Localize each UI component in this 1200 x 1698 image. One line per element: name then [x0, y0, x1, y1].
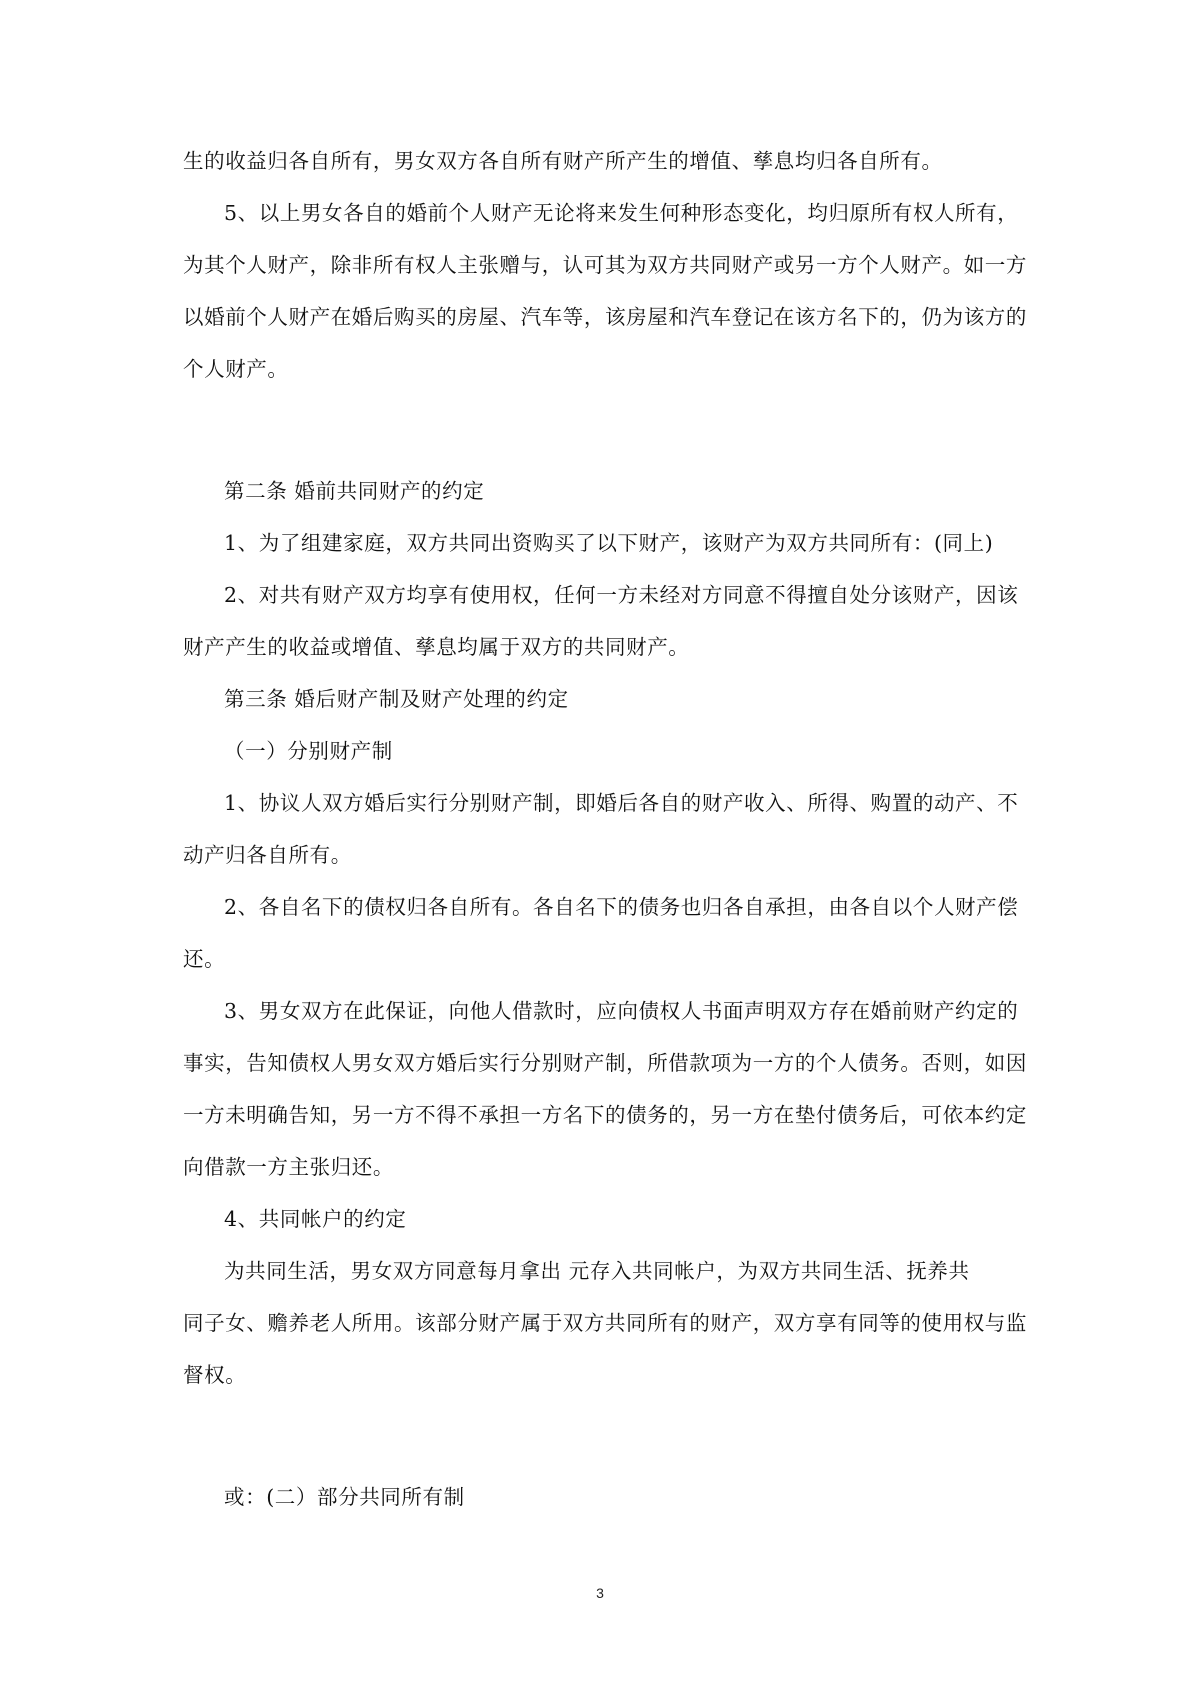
text-line: 以婚前个人财产在婚后购买的房屋、汽车等，该房屋和汽车登记在该方名下的，仍为该方的 [183, 305, 1027, 329]
text-line: 2、各自名下的债权归各自所有。各自名下的债务也归各自承担，由各自以个人财产偿 [224, 895, 1019, 919]
text-line: 动产归各自所有。 [183, 843, 352, 867]
text-line: 4、共同帐户的约定 [224, 1207, 407, 1231]
text-line: 生的收益归各自所有，男女双方各自所有财产所产生的增值、孳息均归各自所有。 [183, 149, 943, 173]
subsection-heading: 或：(二）部分共同所有制 [224, 1485, 465, 1509]
text-line: 督权。 [183, 1363, 247, 1387]
text-line: 还。 [183, 947, 226, 971]
text-line: 个人财产。 [183, 357, 289, 381]
page-number: 3 [596, 1585, 604, 1601]
text-line: 财产产生的收益或增值、孳息均属于双方的共同财产。 [183, 635, 690, 659]
text-line: 1、协议人双方婚后实行分别财产制，即婚后各自的财产收入、所得、购置的动产、不 [224, 791, 1019, 815]
text-line: 2、对共有财产双方均享有使用权，任何一方未经对方同意不得擅自处分该财产，因该 [224, 583, 1019, 607]
text-line: 3、男女双方在此保证，向他人借款时，应向债权人书面声明双方存在婚前财产约定的 [224, 999, 1019, 1023]
subsection-heading: （一）分别财产制 [224, 739, 393, 763]
text-line: 一方未明确告知，另一方不得不承担一方名下的债务的，另一方在垫付债务后，可依本约定 [183, 1103, 1027, 1127]
text-line: 5、以上男女各自的婚前个人财产无论将来发生何种形态变化，均归原所有权人所有， [224, 201, 1019, 225]
text-line: 同子女、赡养老人所用。该部分财产属于双方共同所有的财产，双方享有同等的使用权与监 [183, 1311, 1027, 1335]
section-heading: 第三条 婚后财产制及财产处理的约定 [224, 687, 569, 711]
text-line: 为其个人财产，除非所有权人主张赠与，认可其为双方共同财产或另一方个人财产。如一方 [183, 253, 1027, 277]
text-line: 1、为了组建家庭，双方共同出资购买了以下财产，该财产为双方共同所有：(同上) [224, 531, 994, 555]
text-line: 为共同生活，男女双方同意每月拿出 元存入共同帐户，为双方共同生活、抚养共 [224, 1259, 970, 1283]
section-heading: 第二条 婚前共同财产的约定 [224, 479, 485, 503]
text-line: 向借款一方主张归还。 [183, 1155, 394, 1179]
text-line: 事实，告知债权人男女双方婚后实行分别财产制，所借款项为一方的个人债务。否则，如因 [183, 1051, 1027, 1075]
